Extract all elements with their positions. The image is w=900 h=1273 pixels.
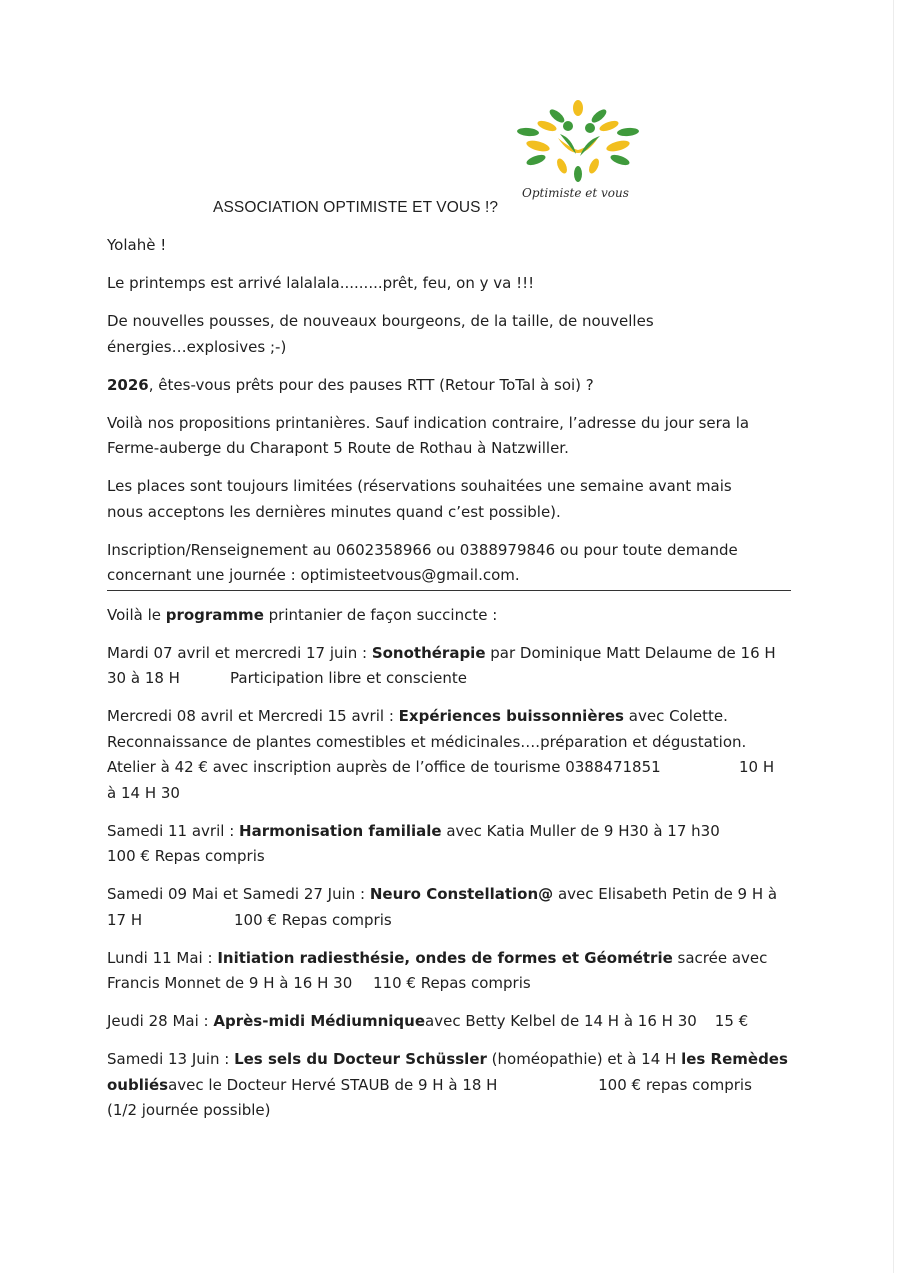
event-time: Francis Monnet de 9 H à 16 H 30 <box>107 974 353 992</box>
text-span: avec Colette. <box>624 707 728 725</box>
logo-caption: Optimiste et vous <box>522 186 629 200</box>
event-price: 100 € repas compris <box>598 1075 752 1094</box>
text-line <box>107 755 797 781</box>
text-span: par Dominique Matt Delaume de 16 H <box>485 643 776 662</box>
text-line: De nouvelles pousses, de nouveaux bourgeons, de la taille, de nouvelles <box>107 312 654 330</box>
event-name: Neuro Constellation@ <box>369 885 554 903</box>
event-neuro-constellation <box>107 882 797 933</box>
event-name: les Remèdes <box>681 1050 788 1068</box>
event-time: 17 H <box>107 910 143 929</box>
logo <box>514 98 644 208</box>
event-date: Jeudi 28 Mai : <box>107 1012 214 1030</box>
text-line: Les places sont toujours limitées (réservations souhaitées une semaine avant mais <box>107 477 732 495</box>
text-line <box>107 666 797 692</box>
text-line <box>107 704 797 730</box>
spring-line: Le printemps est arrivé lalalala.........prêt, feu, on y va !!! <box>107 274 535 292</box>
text-span: sacrée avec <box>672 948 768 967</box>
event-date: Mardi 07 avril et mercredi 17 juin : <box>107 643 372 662</box>
text-bold: programme <box>165 605 264 624</box>
text-line <box>107 1009 797 1035</box>
year-bold: 2026 <box>107 375 149 394</box>
text-line: nous acceptons les dernières minutes quand c’est possible). <box>107 502 561 521</box>
text-span: Atelier à 42 € avec inscription auprès de l’office de tourisme 0388471851 <box>107 758 661 776</box>
event-name: Expériences buissonnières <box>398 707 624 725</box>
event-experiences <box>107 704 797 806</box>
text-line: Ferme-auberge du Charapont 5 Route de Rothau à Natzwiller. <box>107 439 569 457</box>
text-line: énergies…explosives ;-) <box>107 337 287 356</box>
text-span: (homéopathie) et à 14 H <box>486 1050 682 1068</box>
text-line <box>107 946 797 972</box>
event-date: Samedi 13 Juin : <box>107 1050 235 1068</box>
text-line <box>107 641 797 667</box>
event-name: Initiation radiesthésie, ondes de formes et Géométrie <box>217 948 673 967</box>
event-sels-schussler <box>107 1047 797 1124</box>
sun-people-leaves-icon <box>514 98 644 184</box>
contact-paragraph <box>107 538 797 589</box>
event-name: Les sels du Docteur Schüssler <box>234 1050 487 1068</box>
event-time: à 14 H 30 <box>107 783 180 802</box>
proposals-paragraph <box>107 411 797 462</box>
event-price: 15 € <box>714 1012 749 1030</box>
event-price: 100 € Repas compris <box>107 847 265 865</box>
event-date: Mercredi 08 avril et Mercredi 15 avril : <box>107 707 399 725</box>
text-line: Reconnaissance de plantes comestibles et médicinales….préparation et dégustation. <box>107 732 747 751</box>
event-sonotherapie <box>107 641 797 692</box>
shoots-paragraph <box>107 309 797 360</box>
greeting: Yolahè ! <box>107 236 167 254</box>
event-name: Sonothérapie <box>371 643 486 662</box>
event-radiesthesie <box>107 946 797 997</box>
event-price: Participation libre et consciente <box>230 669 467 687</box>
text-span: avec Betty Kelbel de 14 H à 16 H 30 <box>425 1012 697 1030</box>
text-line <box>107 882 797 908</box>
text-line <box>107 908 797 934</box>
places-paragraph <box>107 474 797 525</box>
page-title: ASSOCIATION OPTIMISTE ET VOUS !? <box>213 199 499 216</box>
text-line <box>107 1047 797 1073</box>
event-mediumnique <box>107 1009 797 1035</box>
program-intro <box>107 603 797 629</box>
event-price: 110 € Repas compris <box>373 974 531 992</box>
event-time: 10 H <box>739 758 775 776</box>
text-line <box>107 819 797 845</box>
text-line: concernant une journée : optimisteetvous@gmail.com. <box>107 566 520 584</box>
event-name: oubliés <box>107 1075 169 1094</box>
text-line: Voilà nos propositions printanières. Sauf indication contraire, l’adresse du jour sera la <box>107 413 750 432</box>
year-line <box>107 373 797 399</box>
text-line: Inscription/Renseignement au 0602358966 ou 0388979846 ou pour toute demande <box>107 540 738 559</box>
text-span: avec Elisabeth Petin de 9 H à <box>553 885 778 903</box>
event-date: Samedi 09 Mai et Samedi 27 Juin : <box>107 885 370 903</box>
event-name: Après-midi Médiumnique <box>213 1012 426 1030</box>
event-date: Lundi 11 Mai : <box>107 948 218 967</box>
text-span: avec le Docteur Hervé STAUB de 9 H à 18 H <box>168 1075 498 1094</box>
text-span: printanier de façon succincte : <box>263 605 498 624</box>
text-line <box>107 1073 797 1099</box>
event-name: Harmonisation familiale <box>239 821 442 840</box>
text-span: , êtes-vous prêts pour des pauses RTT (Retour ToTal à soi) ? <box>148 375 594 394</box>
text-line <box>107 971 797 997</box>
divider <box>107 590 791 591</box>
event-price: 100 € Repas compris <box>234 910 392 929</box>
event-time: 30 à 18 H <box>107 669 180 687</box>
event-date: Samedi 11 avril : <box>107 821 240 840</box>
letter-body <box>107 233 797 1124</box>
event-harmonisation <box>107 819 797 870</box>
text-span: avec Katia Muller de 9 H30 à 17 h30 <box>441 821 720 840</box>
text-line: (1/2 journée possible) <box>107 1101 271 1119</box>
page-edge <box>893 0 894 1273</box>
text-span: Voilà le <box>107 605 166 624</box>
